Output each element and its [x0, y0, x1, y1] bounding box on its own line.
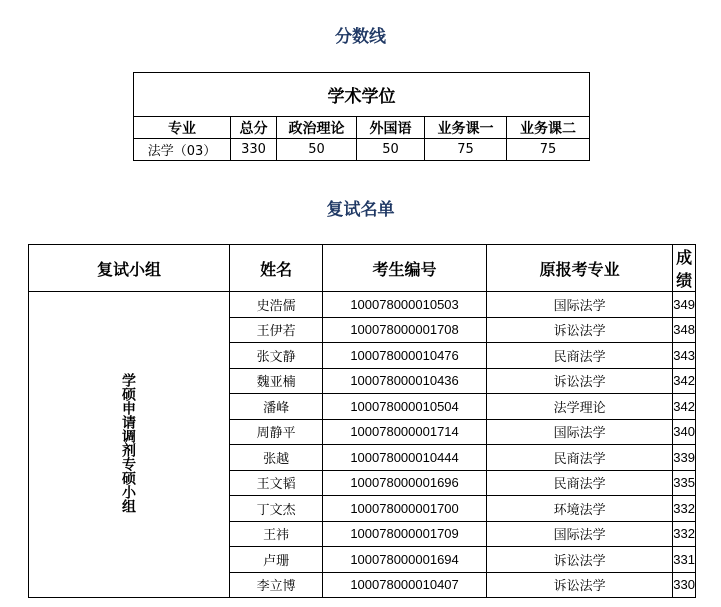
- candidate-score: 342: [673, 368, 696, 394]
- group-label: 学硕申请调剂专硕小组: [121, 373, 137, 513]
- candidate-score: 340: [673, 419, 696, 445]
- candidate-major: 诉讼法学: [486, 368, 672, 394]
- list-section-title: 复试名单: [326, 200, 395, 220]
- candidate-major: 诉讼法学: [486, 547, 672, 573]
- candidate-id: 100078000001696: [323, 470, 487, 496]
- candidate-major: 诉讼法学: [486, 317, 672, 343]
- candidate-name: 周静平: [230, 419, 323, 445]
- candidate-id: 100078000001709: [323, 521, 487, 547]
- header-candidate-id: 考生编号: [323, 245, 487, 292]
- candidate-score: 342: [673, 394, 696, 420]
- candidate-name: 张越: [230, 445, 323, 471]
- header-original-major: 原报考专业: [486, 245, 672, 292]
- candidate-id: 100078000010444: [323, 445, 487, 471]
- candidate-score: 339: [673, 445, 696, 471]
- candidate-name: 史浩儒: [230, 292, 323, 318]
- candidate-major: 法学理论: [486, 394, 672, 420]
- candidate-name: 魏亚楠: [230, 368, 323, 394]
- header-name: 姓名: [230, 245, 323, 292]
- score-total: 330: [231, 139, 277, 161]
- score-foreign-language: 50: [357, 139, 425, 161]
- header-politics: 政治理论: [277, 117, 357, 139]
- candidate-name: 卢珊: [230, 547, 323, 573]
- candidate-id: 100078000010503: [323, 292, 487, 318]
- candidate-id: 100078000010476: [323, 343, 487, 369]
- candidate-score: 348: [673, 317, 696, 343]
- candidate-name: 王伊若: [230, 317, 323, 343]
- candidate-id: 100078000001714: [323, 419, 487, 445]
- candidate-name: 丁文杰: [230, 496, 323, 522]
- retest-list-table: [28, 244, 696, 598]
- candidate-score: 330: [673, 572, 696, 598]
- candidate-major: 诉讼法学: [486, 572, 672, 598]
- candidate-name: 王文韬: [230, 470, 323, 496]
- header-course-2: 业务课二: [507, 117, 590, 139]
- table-row: [29, 292, 696, 318]
- header-foreign-language: 外国语: [357, 117, 425, 139]
- score-politics: 50: [277, 139, 357, 161]
- candidate-score: 335: [673, 470, 696, 496]
- candidate-score: 349: [673, 292, 696, 318]
- candidate-id: 100078000010504: [323, 394, 487, 420]
- header-score: 成绩: [673, 245, 696, 292]
- score-course-2: 75: [507, 139, 590, 161]
- candidate-id: 100078000001694: [323, 547, 487, 573]
- candidate-score: 332: [673, 496, 696, 522]
- header-major: 专业: [134, 117, 231, 139]
- candidate-name: 李立博: [230, 572, 323, 598]
- candidate-id: 100078000001708: [323, 317, 487, 343]
- candidate-major: 民商法学: [486, 343, 672, 369]
- score-section-title: 分数线: [335, 27, 386, 47]
- candidate-name: 潘峰: [230, 394, 323, 420]
- candidate-id: 100078000001700: [323, 496, 487, 522]
- score-table: [133, 72, 590, 161]
- candidate-score: 332: [673, 521, 696, 547]
- candidate-id: 100078000010436: [323, 368, 487, 394]
- score-course-1: 75: [425, 139, 507, 161]
- candidate-name: 王祎: [230, 521, 323, 547]
- group-cell: [29, 292, 230, 598]
- candidate-major: 民商法学: [486, 445, 672, 471]
- candidate-major: 国际法学: [486, 292, 672, 318]
- header-course-1: 业务课一: [425, 117, 507, 139]
- candidate-major: 国际法学: [486, 521, 672, 547]
- candidate-major: 环境法学: [486, 496, 672, 522]
- candidate-id: 100078000010407: [323, 572, 487, 598]
- candidate-major: 国际法学: [486, 419, 672, 445]
- score-major: 法学（03）: [134, 139, 231, 161]
- header-group: 复试小组: [29, 245, 230, 292]
- candidate-score: 331: [673, 547, 696, 573]
- candidate-major: 民商法学: [486, 470, 672, 496]
- candidate-name: 张文静: [230, 343, 323, 369]
- candidate-score: 343: [673, 343, 696, 369]
- header-total: 总分: [231, 117, 277, 139]
- score-table-caption: 学术学位: [134, 73, 590, 117]
